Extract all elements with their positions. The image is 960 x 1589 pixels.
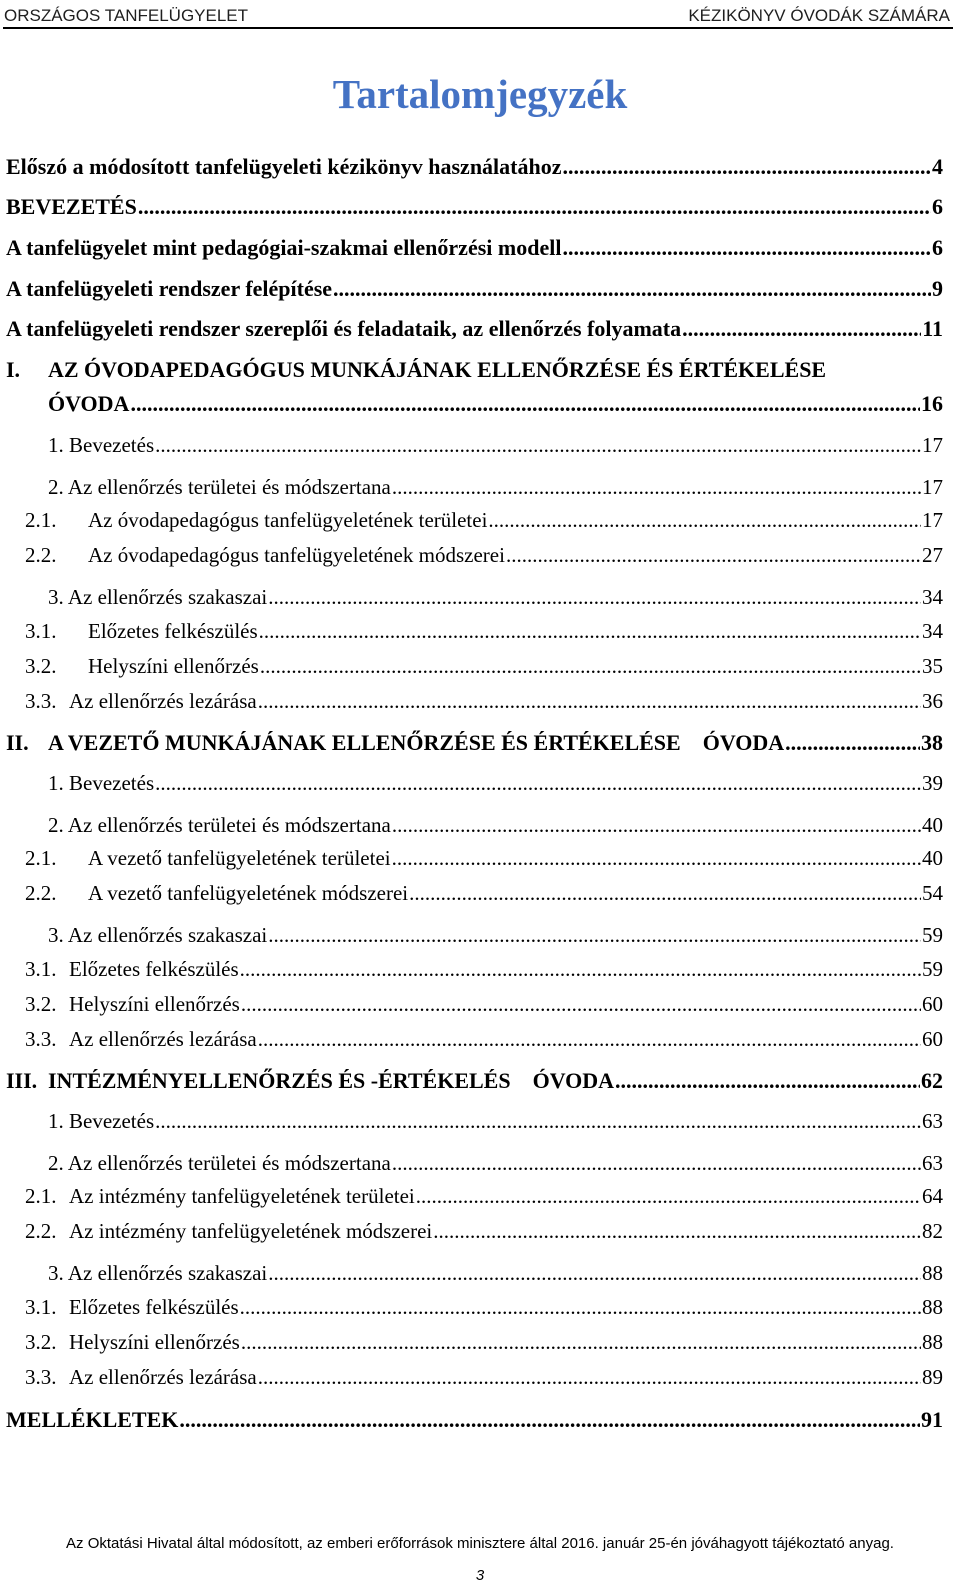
toc-entry[interactable]: A tanfelügyeleti rendszer felépítése ..... 9 — [0, 276, 960, 306]
toc-entry[interactable]: 3.3. Az ellenőrzés lezárása ..... 60 — [0, 1027, 960, 1057]
toc-entry[interactable]: 3.1. Előzetes felkészülés ..... 88 — [0, 1295, 960, 1325]
toc-entry-section-i[interactable]: I. AZ ÓVODAPEDAGÓGUS MUNKÁJÁNAK ELLENŐRZÉSE ÉS ÉRTÉKELÉSE — [6, 357, 827, 382]
toc-entry[interactable]: 2. Az ellenőrzés területei és módszertana ..... 17 — [0, 475, 960, 505]
toc-entry[interactable]: 2.1. Az intézmény tanfelügyeletének területei ..... 64 — [0, 1184, 960, 1214]
toc-entry[interactable]: 3.2. Helyszíni ellenőrzés ..... 60 — [0, 992, 960, 1022]
toc-entry[interactable]: 3. Az ellenőrzés szakaszai ..... 88 — [0, 1261, 960, 1291]
header-rule — [3, 27, 953, 29]
toc-entry[interactable]: MELLÉKLETEK ..... 91 — [0, 1407, 960, 1437]
toc-entry[interactable]: 2.1. Az óvodapedagógus tanfelügyeletének területei ..... 17 — [0, 508, 960, 538]
page-header — [0, 0, 960, 30]
footer-text: Az Oktatási Hivatal által módosított, az emberi erőforrások minisztere által 2016. január 25-én jóváhagyott tájékoztató anyag. — [66, 1535, 894, 1552]
toc-entry[interactable]: 2.1. A vezető tanfelügyeletének területei ..... 40 — [0, 846, 960, 876]
toc-entry[interactable]: 2. Az ellenőrzés területei és módszertana ..... 63 — [0, 1151, 960, 1181]
page-title: Tartalomjegyzék — [332, 71, 628, 117]
toc-entry[interactable]: 2.2. A vezető tanfelügyeletének módszerei ..... 54 — [0, 881, 960, 911]
toc-entry[interactable]: 2.2. Az óvodapedagógus tanfelügyeletének módszerei ..... 27 — [0, 543, 960, 573]
toc-entry[interactable]: 1. Bevezetés ..... 63 — [0, 1109, 960, 1139]
toc-entry[interactable]: 1. Bevezetés ..... 17 — [0, 433, 960, 463]
toc-entry[interactable]: 3.1. Előzetes felkészülés ..... 34 — [0, 619, 960, 649]
toc-entry[interactable]: Előszó a módosított tanfelügyeleti kézikönyv használatához ..... 4 — [0, 154, 960, 184]
header-right: KÉZIKÖNYV ÓVODÁK SZÁMÁRA — [688, 6, 950, 25]
toc-entry[interactable]: A tanfelügyeleti rendszer szereplői és feladataik, az ellenőrzés folyamata ..... 11 — [0, 316, 960, 346]
header-left: ORSZÁGOS TANFELÜGYELET — [4, 6, 249, 25]
toc-entry-section-ii[interactable]: II. A VEZETŐ MUNKÁJÁNAK ELLENŐRZÉSE ÉS ÉRTÉKELÉSE ÓVODA ..... 38 — [0, 730, 960, 760]
toc-entry[interactable]: 3. Az ellenőrzés szakaszai ..... 59 — [0, 923, 960, 953]
toc-entry[interactable]: 3.3. Az ellenőrzés lezárása ..... 89 — [0, 1365, 960, 1395]
page-number: 3 — [475, 1567, 485, 1584]
toc-entry[interactable]: BEVEZETÉS ..... 6 — [0, 194, 960, 224]
toc-entry[interactable]: 3.2. Helyszíni ellenőrzés ..... 35 — [0, 654, 960, 684]
toc-entry[interactable]: 3.2. Helyszíni ellenőrzés ..... 88 — [0, 1330, 960, 1360]
toc-entry[interactable]: 2.2. Az intézmény tanfelügyeletének módszerei ..... 82 — [0, 1219, 960, 1249]
toc-entry[interactable]: 3.1. Előzetes felkészülés ..... 59 — [0, 957, 960, 987]
toc-entry-section-iii[interactable]: III. INTÉZMÉNYELLENŐRZÉS ÉS -ÉRTÉKELÉS ÓVODA ..... 62 — [0, 1068, 960, 1098]
toc-entry[interactable]: 1. Bevezetés ..... 39 — [0, 771, 960, 801]
toc-entry[interactable]: ÓVODA ..... 16 — [0, 391, 960, 421]
toc-entry[interactable]: 2. Az ellenőrzés területei és módszertana ..... 40 — [0, 813, 960, 843]
toc-entry[interactable]: 3. Az ellenőrzés szakaszai ..... 34 — [0, 585, 960, 615]
toc-entry[interactable]: A tanfelügyelet mint pedagógiai-szakmai ellenőrzési modell ..... 6 — [0, 235, 960, 265]
toc-entry[interactable]: 3.3. Az ellenőrzés lezárása ..... 36 — [0, 689, 960, 719]
